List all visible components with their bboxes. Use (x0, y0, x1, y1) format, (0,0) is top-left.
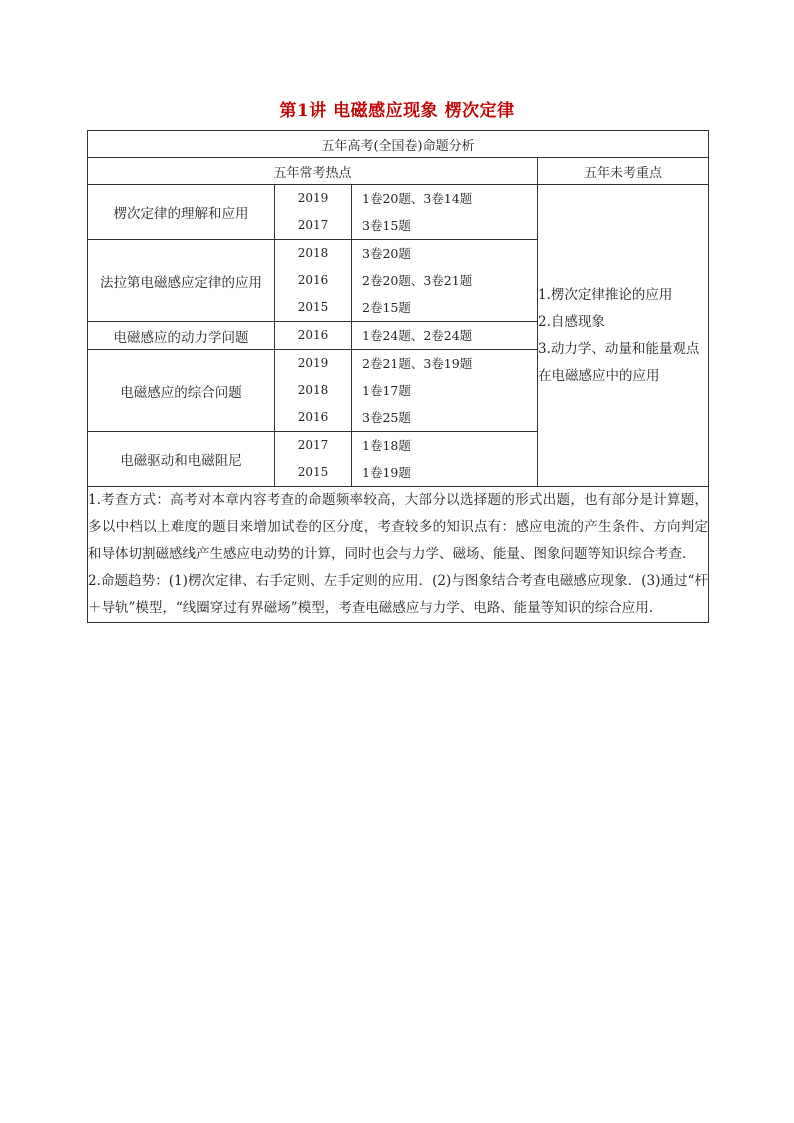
year: 2019 (297, 191, 329, 205)
year: 2016 (297, 410, 329, 424)
year: 2018 (297, 246, 329, 260)
topic-name: 法拉第电磁感应定律的应用 (88, 240, 275, 322)
untested-points (538, 185, 709, 487)
analysis-table (87, 130, 709, 623)
note-paragraph: 1.考查方式：高考对本章内容考查的命题频率较高，大部分以选择题的形式出题，也有部分是计算题，多以中档以上难度的题目来增加试卷的区分度，考查较多的知识点有：感应电流的产生条件、方向判定和导体切割磁感线产生感应电动势的计算，同时也会与力学、磁场、能量、图象问题等知识综合考查． (88, 492, 709, 562)
problem-list (352, 240, 538, 322)
problem-list (352, 322, 538, 350)
year: 2016 (297, 328, 329, 342)
year: 2016 (297, 273, 329, 287)
problem-ref: 3卷20题 (362, 246, 411, 261)
untested-header: 五年未考重点 (538, 158, 709, 185)
topic-name: 电磁感应的综合问题 (88, 350, 275, 432)
year-list (275, 350, 352, 432)
untested-point: 2.自感现象 (538, 313, 605, 330)
table-caption: 五年高考(全国卷)命题分析 (88, 131, 709, 158)
note-paragraph: 2.命题趋势：(1)楞次定律、右手定则、左手定则的应用．(2)与图象结合考查电磁感应现象．(3)通过“杆＋导轨”模型，“线圈穿过有界磁场”模型，考查电磁感应与力学、电路、能量等知识的综合应用. (88, 573, 709, 616)
year-list (275, 185, 352, 240)
year: 2018 (297, 383, 329, 397)
year-list (275, 322, 352, 350)
problem-ref: 1卷17题 (362, 383, 411, 398)
problem-list (352, 432, 538, 487)
year: 2017 (297, 218, 329, 232)
untested-point: 3.动力学、动量和能量观点在电磁感应中的应用 (538, 340, 700, 384)
problem-ref: 1卷24题、2卷24题 (362, 328, 473, 343)
topic-name: 楞次定律的理解和应用 (88, 185, 275, 240)
problem-ref: 1卷18题 (362, 438, 411, 453)
untested-point: 1.楞次定律推论的应用 (538, 286, 673, 303)
problem-list (352, 350, 538, 432)
problem-ref: 2卷20题、3卷21题 (362, 273, 473, 288)
year: 2015 (297, 300, 329, 314)
year: 2015 (297, 465, 329, 479)
page-title: 第1讲 电磁感应现象 楞次定律 (279, 101, 515, 121)
year: 2019 (297, 356, 329, 370)
problem-ref: 2卷21题、3卷19题 (362, 356, 473, 371)
hot-topics-header: 五年常考热点 (88, 158, 538, 185)
problem-list (352, 185, 538, 240)
problem-ref: 1卷20题、3卷14题 (362, 191, 473, 206)
problem-ref: 2卷15题 (362, 300, 411, 315)
topic-name: 电磁感应的动力学问题 (88, 322, 275, 350)
problem-ref: 3卷25题 (362, 410, 411, 425)
analysis-notes (88, 487, 709, 623)
topic-name: 电磁驱动和电磁阻尼 (88, 432, 275, 487)
year-list (275, 432, 352, 487)
problem-ref: 3卷15题 (362, 218, 411, 233)
year: 2017 (297, 438, 329, 452)
problem-ref: 1卷19题 (362, 465, 411, 480)
year-list (275, 240, 352, 322)
